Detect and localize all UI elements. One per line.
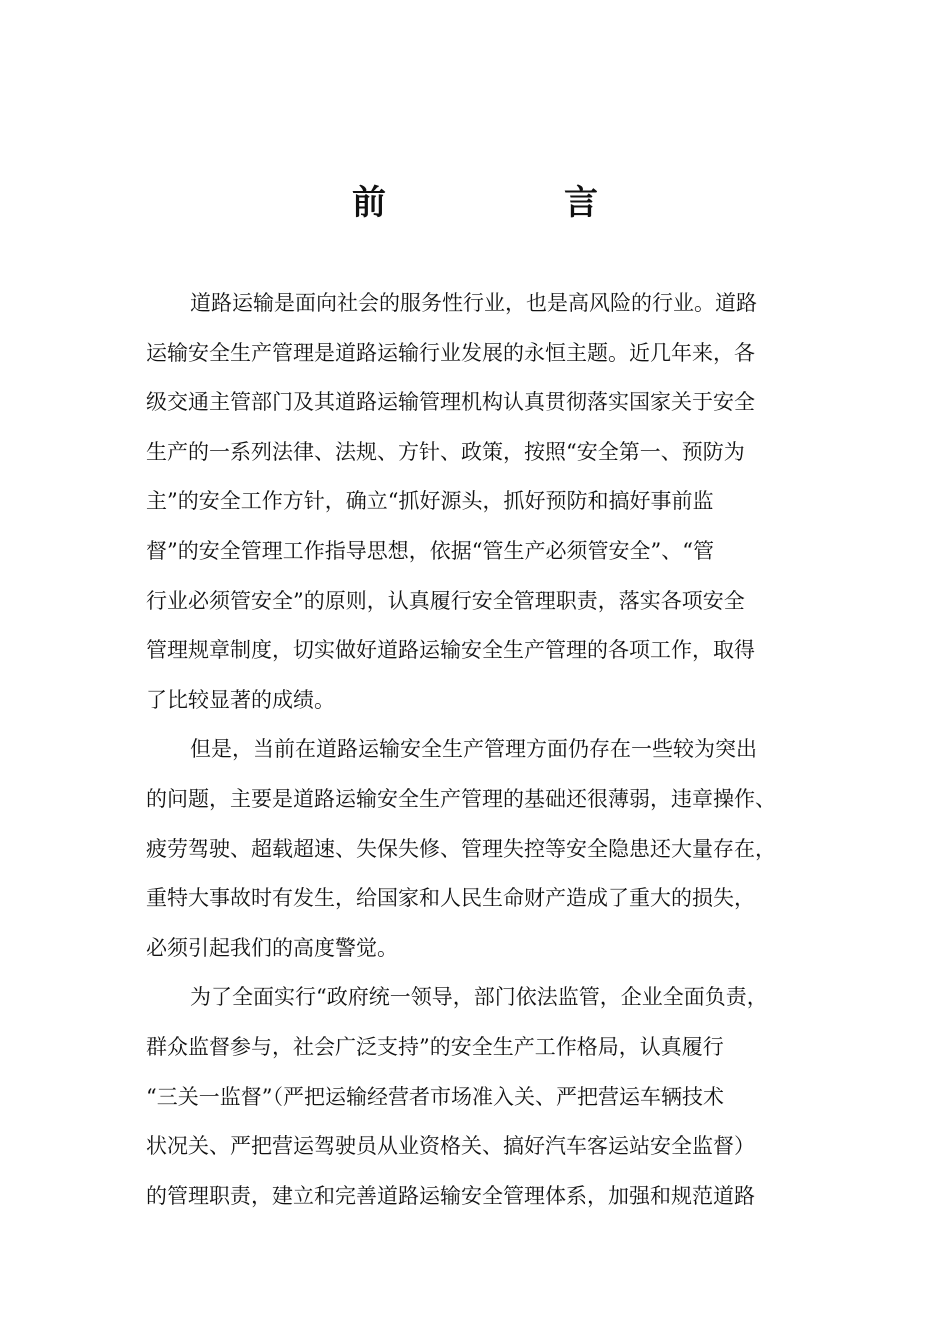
paragraph-1-line-5: 主”的安全工作方针，确立“抓好源头，抓好预防和搞好事前监 [146, 489, 714, 514]
paragraph-1-line-2: 运输安全生产管理是道路运输行业发展的永恒主题。近几年来，各 [146, 340, 755, 365]
paragraph-1-line-6: 督”的安全管理工作指导思想，依据“管生产必须管安全”、“管 [146, 538, 714, 563]
paragraph-3-line-5: 的管理职责，建立和完善道路运输安全管理体系，加强和规范道路 [146, 1183, 755, 1208]
paragraph-2-line-1: 但是，当前在道路运输安全生产管理方面仍存在一些较为突出 [190, 737, 757, 762]
paragraph-1-line-1: 道路运输是面向社会的服务性行业，也是高风险的行业。道路 [190, 291, 757, 315]
paragraph-2-line-4: 重特大事故时有发生，给国家和人民生命财产造成了重大的损失， [146, 886, 755, 911]
body-text [146, 279, 818, 1221]
paragraph-2-line-3: 疲劳驾驶、超载超速、失保失修、管理失控等安全隐患还大量存在， [146, 836, 776, 861]
paragraph-1-line-8: 管理规章制度，切实做好道路运输安全生产管理的各项工作，取得 [146, 638, 755, 663]
paragraph-3-line-1: 为了全面实行“政府统一领导，部门依法监管，企业全面负责， [190, 985, 768, 1010]
page-title: 前 言 [352, 183, 670, 223]
paragraph-3-line-4: 状况关、严把营运驾驶员从业资格关、搞好汽车客运站安全监督） [146, 1134, 755, 1159]
paragraph-1-line-7: 行业必须管安全”的原则，认真履行安全管理职责，落实各项安全 [146, 588, 745, 613]
paragraph-1-line-4: 生产的一系列法律、法规、方针、政策，按照“安全第一、预防为 [146, 439, 745, 464]
paragraph-3-line-2: 群众监督参与，社会广泛支持”的安全生产工作格局，认真履行 [146, 1034, 724, 1059]
paragraph-3-line-3: “三关一监督”（严把运输经营者市场准入关、严把营运车辆技术 [146, 1084, 724, 1109]
paragraph-2-line-5: 必须引起我们的高度警觉。 [146, 935, 398, 960]
paragraph-1-line-3: 级交通主管部门及其道路运输管理机构认真贯彻落实国家关于安全 [146, 390, 755, 415]
paragraph-1-line-9: 了比较显著的成绩。 [146, 687, 335, 712]
paragraph-2-line-2: 的问题，主要是道路运输安全生产管理的基础还很薄弱，违章操作、 [146, 786, 776, 811]
